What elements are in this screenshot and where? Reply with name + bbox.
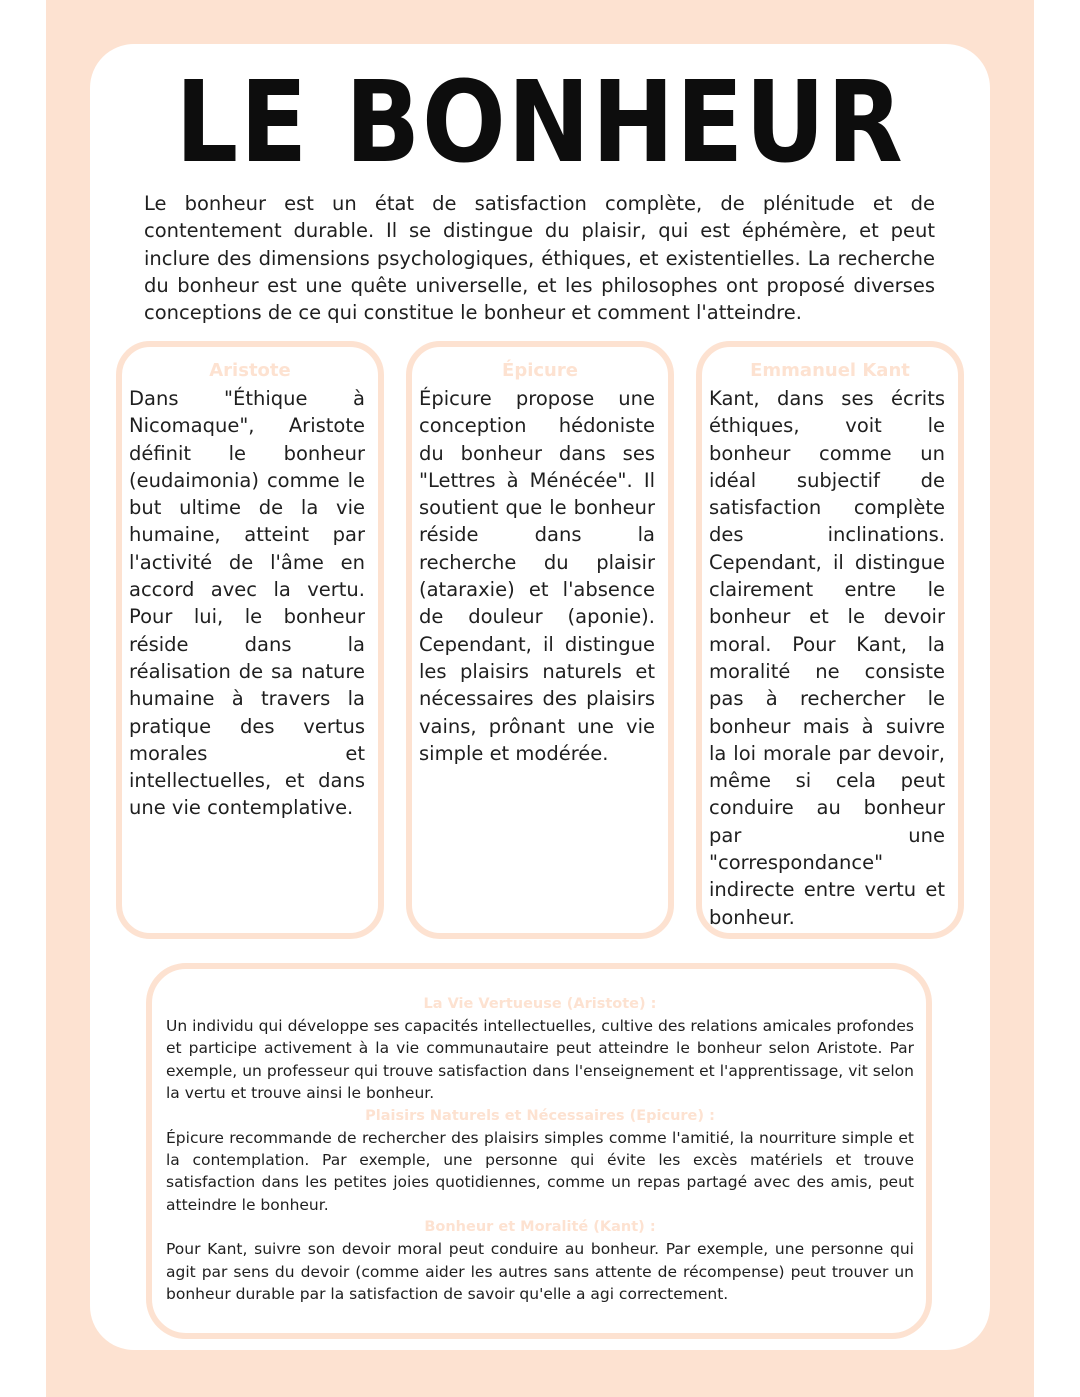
examples-box xyxy=(146,963,932,1339)
philosopher-text: Épicure propose une conception hédoniste du bonheur dans ses "Lettres à Ménécée". Il soutient que le bonheur réside dans la recherche du plaisir (ataraxie) et l'absence de douleur (aponie). Cependant, il distingue les plaisirs naturels et nécessaires des plaisirs vains, prônant une vie simple et modérée. xyxy=(419,387,655,765)
philosopher-text: Dans "Éthique à Nicomaque", Aristote définit le bonheur (eudaimonia) comme le but ultime de la vie humaine, atteint par l'activité de l'âme en accord avec la vertu. Pour lui, le bonheur réside dans la réalisation de sa nature humaine à travers la pratique des vertus morales et intellectuelles, et dans une vie contemplative. xyxy=(129,387,365,820)
example-text: Épicure recommande de rechercher des plaisirs simples comme l'amitié, la nourriture simple et la contemplation. Par exemple, une personne qui évite les excès matériels et trouve satisfaction dans les petites joies quotidiennes, comme un repas partagé avec des amis, peut atteindre le bonheur. xyxy=(166,1128,914,1214)
example-heading: Plaisirs Naturels et Nécessaires (Epicure) : xyxy=(365,1107,715,1124)
philosopher-card-aristote xyxy=(116,341,384,939)
philosopher-name: Épicure xyxy=(502,360,578,381)
page-title: LE BONHEUR xyxy=(175,58,905,188)
example-text: Un individu qui développe ses capacités intellectuelles, cultive des relations amicales profondes et participe activement à la vie communautaire peut atteindre le bonheur selon Aristote. Par exemple, un professeur qui trouve satisfaction dans l'enseignement et l'apprentissage, vit selon la vertu et trouve ainsi le bonheur. xyxy=(166,1017,914,1103)
philosopher-name: Emmanuel Kant xyxy=(750,360,910,381)
example-heading: La Vie Vertueuse (Aristote) : xyxy=(423,996,657,1012)
intro-paragraph: Le bonheur est un état de satisfaction complète, de plénitude et de contentement durable. Il se distingue du plaisir, qui est éphémère, et peut inclure des dimensions psychologiques, éthiques, et existentielles. La recherche du bonheur est une quête universelle, et les philosophes ont proposé diverses conceptions de ce qui constitue le bonheur et comment l'atteindre. xyxy=(144,192,935,325)
philosopher-card-kant xyxy=(696,341,964,939)
example-heading: Bonheur et Moralité (Kant) : xyxy=(424,1219,656,1236)
philosopher-text: Kant, dans ses écrits éthiques, voit le bonheur comme un idéal subjectif de satisfaction complète des inclinations. Cependant, il distingue clairement entre le bonheur et le devoir moral. Pour Kant, la moralité ne consiste pas à rechercher le bonheur mais à suivre la loi morale par devoir, même si cela peut conduire au bonheur par une "correspondance" indirecte entre vertu et bonheur. xyxy=(709,387,945,929)
example-text: Pour Kant, suivre son devoir moral peut conduire au bonheur. Par exemple, une personne qui agit par sens du devoir (comme aider les autres sans attente de récompense) peut trouver un bonheur durable par la satisfaction de savoir qu'elle a agi correctement. xyxy=(166,1240,914,1304)
philosopher-name: Aristote xyxy=(209,360,291,381)
examples-list xyxy=(166,993,914,1305)
philosopher-card-epicure xyxy=(406,341,674,939)
